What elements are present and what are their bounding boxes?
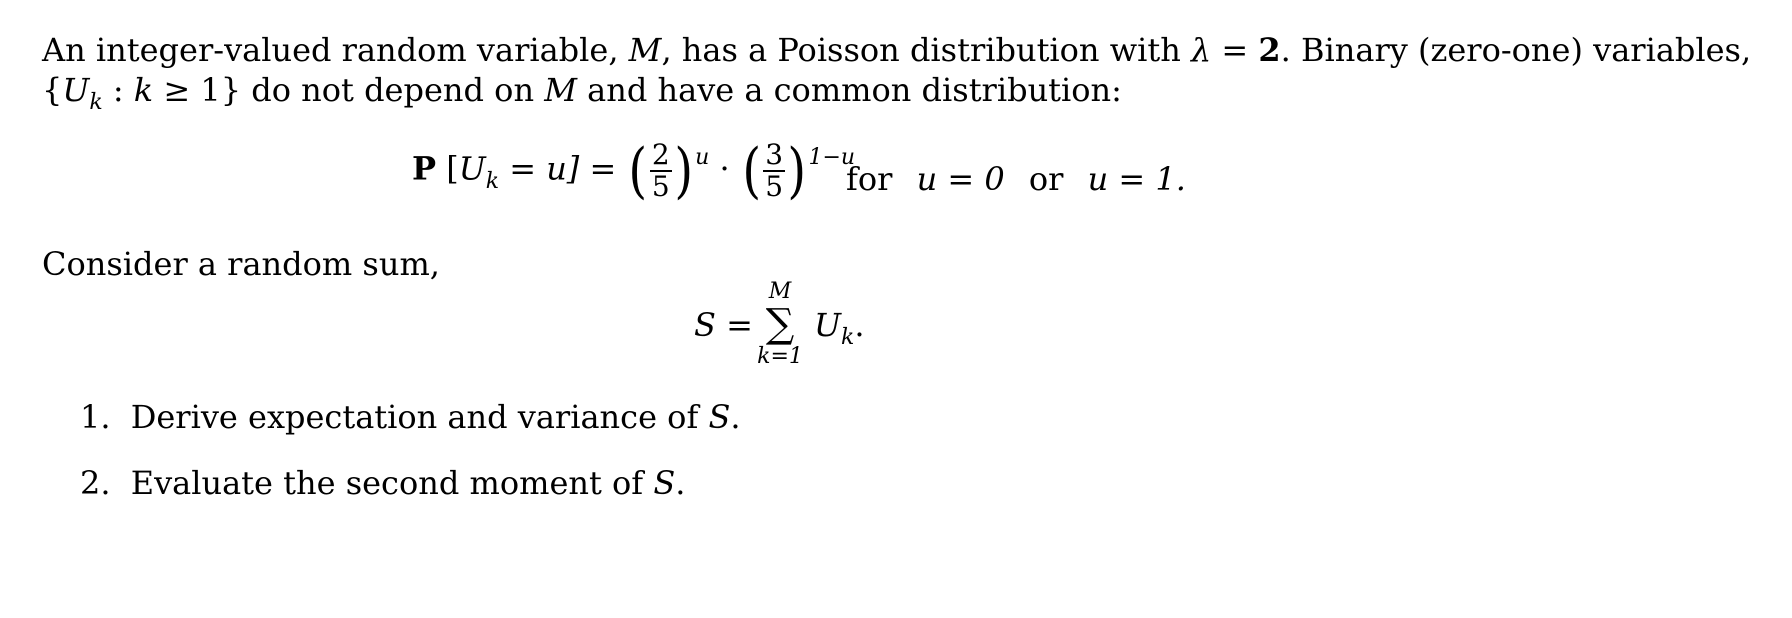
condition: ≥ 1}	[153, 71, 242, 109]
condition-text	[846, 160, 1186, 198]
exponent-1-minus-u: 1−u	[808, 144, 856, 170]
fraction-three-fifths: $\frac{3}{5}$	[765, 138, 784, 203]
brace-open: {	[42, 71, 63, 109]
random-sum-formula	[694, 306, 753, 344]
variable-S: S	[653, 464, 676, 502]
question-2: 2. Evaluate the second moment of S.	[80, 464, 686, 502]
question-1: 1. Derive expectation and variance of S.	[80, 398, 741, 436]
subscript-k: k	[89, 90, 103, 115]
sum-lower-limit: k=1	[757, 344, 803, 369]
intro-text: . Binary (zero-one) variables,	[1280, 31, 1752, 69]
summand	[814, 306, 865, 350]
condition-u1: u = 1.	[1087, 160, 1186, 198]
lambda-symbol: λ	[1190, 31, 1212, 69]
variable-S: S	[708, 398, 731, 436]
variable-U: U	[814, 306, 841, 344]
question-number: 2.	[80, 464, 111, 502]
paren-close: )	[787, 136, 807, 206]
period: .	[854, 306, 865, 344]
subscript-k: k	[840, 325, 855, 350]
equals-sign: =	[1211, 31, 1259, 69]
paren-open: (	[628, 136, 648, 206]
question-text: Derive expectation and variance of	[130, 398, 709, 436]
variable-M: M	[544, 71, 577, 109]
summation	[752, 280, 808, 370]
intro-text: An integer-valued random variable,	[42, 31, 629, 69]
variable-k: k	[133, 71, 154, 109]
consider-text: Consider a random sum,	[42, 245, 440, 283]
variable-U: U	[62, 71, 90, 109]
lambda-value: 2	[1258, 31, 1281, 69]
condition-u0: u = 0	[916, 160, 1005, 198]
intro-line-2	[42, 70, 1122, 115]
question-text: Evaluate the second moment of	[130, 464, 654, 502]
for-word: for	[846, 160, 893, 198]
equals-u: = u] =	[499, 149, 627, 188]
variable-S: S	[694, 306, 716, 344]
intro-text: do not depend on	[241, 71, 545, 109]
multiply-dot: ·	[709, 149, 740, 188]
sum-upper-limit: M	[768, 279, 792, 304]
probability-operator: P	[412, 149, 437, 188]
colon: :	[102, 71, 134, 109]
exponent-u: u	[695, 144, 710, 170]
paren-open: (	[742, 136, 761, 206]
bracket-open: [	[436, 149, 459, 188]
variable-M: M	[628, 31, 662, 69]
paren-close: )	[674, 136, 693, 206]
intro-text: , has a Poisson distribution with	[661, 31, 1191, 69]
subscript-k: k	[485, 168, 500, 194]
pmf-formula	[412, 136, 856, 206]
variable-U: U	[458, 149, 486, 188]
intro-line-1	[42, 30, 1751, 70]
equals-sign: =	[715, 306, 753, 344]
intro-text: and have a common distribution:	[576, 71, 1122, 109]
fraction-two-fifths: $\frac{2}{5}$	[651, 138, 670, 203]
sigma-icon: ∑	[765, 301, 795, 347]
question-number: 1.	[80, 398, 111, 436]
or-word: or	[1028, 160, 1064, 198]
